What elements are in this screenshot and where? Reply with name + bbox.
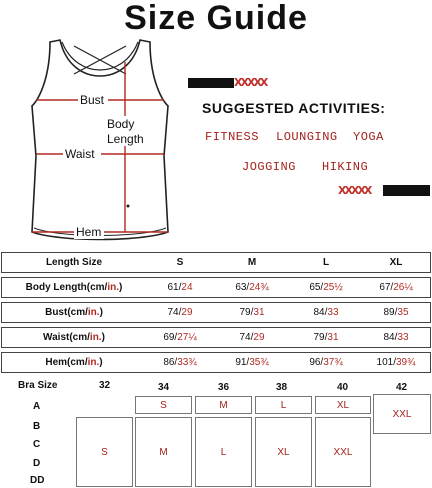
band-32: 32 — [99, 380, 111, 391]
cup-dd: DD — [30, 475, 45, 486]
cup-a: A — [33, 401, 41, 412]
bra-size-chart — [0, 376, 432, 488]
size-box: S — [76, 417, 133, 487]
table-cell: 91/35¾ — [235, 357, 269, 368]
cup-c: C — [33, 439, 41, 450]
decor-bar-bottom — [383, 185, 430, 196]
decor-x-bottom: XXXXX — [338, 184, 371, 197]
table-cell: 79/31 — [313, 332, 339, 343]
band-40: 40 — [337, 382, 349, 393]
activity-lounging: LOUNGING — [276, 130, 338, 144]
tank-top-diagram — [0, 36, 200, 248]
table-cell: 61/24 — [167, 282, 193, 293]
band-36: 36 — [218, 382, 230, 393]
table-cell: 84/33 — [313, 307, 339, 318]
band-42: 42 — [396, 382, 408, 393]
size-box: XL — [315, 396, 371, 414]
cup-d: D — [33, 458, 41, 469]
table-row — [1, 277, 431, 298]
header-l: L — [322, 257, 330, 268]
table-cell: 86/33¾ — [163, 357, 197, 368]
table-row — [1, 302, 431, 323]
decor-x-top: XXXXX — [234, 76, 267, 89]
bra-size-title: Bra Size — [18, 380, 58, 391]
cup-b: B — [33, 421, 41, 432]
header-xl: XL — [389, 257, 403, 268]
waist-label: Waist — [65, 147, 95, 161]
table-row — [1, 327, 431, 348]
bust-label: Bust — [80, 93, 105, 107]
row-label: Bust(cm/in.) — [45, 307, 103, 318]
table-cell: 101/39¾ — [376, 357, 416, 368]
table-cell: 89/35 — [383, 307, 409, 318]
header-length-size: Length Size — [45, 257, 103, 268]
table-cell: 74/29 — [167, 307, 193, 318]
size-box: XXL — [315, 417, 371, 487]
decor-bar-top — [188, 78, 234, 88]
size-table-header — [1, 252, 431, 273]
activity-hiking: HIKING — [322, 160, 369, 174]
table-cell: 69/27¼ — [163, 332, 197, 343]
size-box: L — [195, 417, 252, 487]
band-34: 34 — [158, 382, 170, 393]
table-cell: 63/24¾ — [235, 282, 269, 293]
table-cell: 96/37¾ — [309, 357, 343, 368]
body-length-label-2: Length — [107, 132, 144, 146]
table-cell: 84/33 — [383, 332, 409, 343]
size-box: L — [255, 396, 312, 414]
activity-jogging: JOGGING — [242, 160, 296, 174]
page-title: Size Guide — [124, 0, 308, 37]
size-box: XXL — [373, 394, 431, 434]
table-cell: 67/26¼ — [379, 282, 413, 293]
header-m: M — [247, 257, 257, 268]
body-length-label: Body — [107, 117, 135, 131]
row-label: Waist(cm/in.) — [43, 332, 105, 343]
size-box: XL — [255, 417, 312, 487]
row-label: Body Length(cm/in.) — [25, 282, 123, 293]
size-box: M — [195, 396, 252, 414]
table-cell: 74/29 — [239, 332, 265, 343]
activities-heading: SUGGESTED ACTIVITIES: — [202, 100, 386, 116]
table-cell: 79/31 — [239, 307, 265, 318]
table-row — [1, 352, 431, 373]
activity-yoga: YOGA — [353, 130, 384, 144]
table-cell: 65/25½ — [309, 282, 343, 293]
size-box: M — [135, 417, 192, 487]
header-s: S — [176, 257, 184, 268]
size-box: S — [135, 396, 192, 414]
row-label: Hem(cm/in.) — [45, 357, 103, 368]
activity-fitness: FITNESS — [205, 130, 259, 144]
band-38: 38 — [276, 382, 288, 393]
hem-label: Hem — [76, 225, 102, 239]
